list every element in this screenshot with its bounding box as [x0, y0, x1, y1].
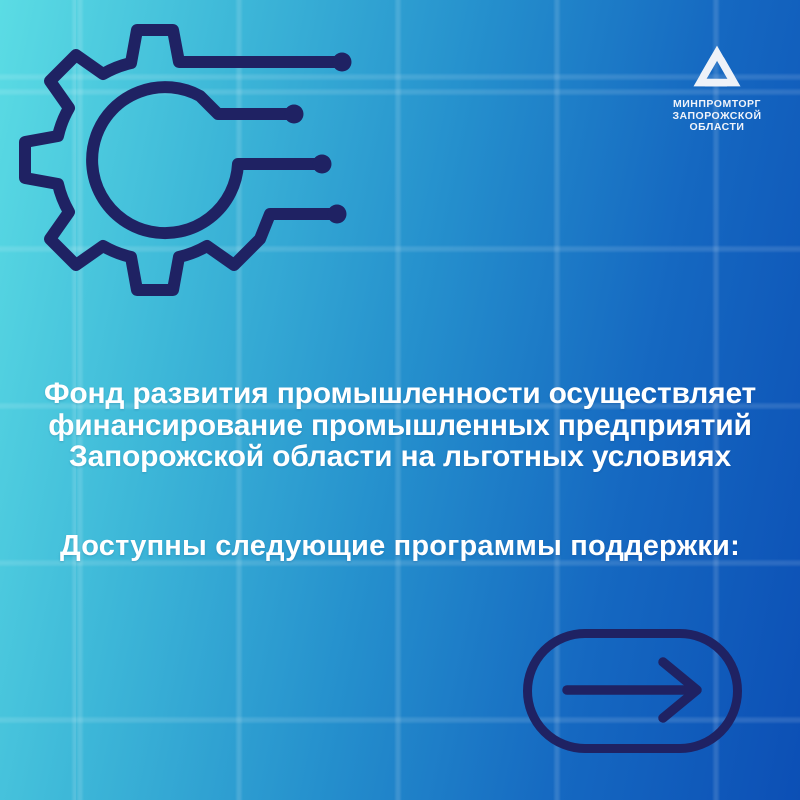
- gear-circuit-icon: [0, 0, 360, 310]
- next-arrow-button[interactable]: [523, 629, 742, 753]
- arrow-right-icon: [532, 638, 733, 744]
- hero-heading: [0, 378, 800, 473]
- hero-line-1: Фонд развития промышленности осуществляет: [43, 377, 757, 410]
- logo-text-line-2: ЗАПОРОЖСКОЙ: [672, 109, 762, 122]
- ministry-logo: [632, 42, 800, 134]
- hero-line-2: финансирование промышленных предприятий: [48, 408, 752, 442]
- logo-text-line-1: МИНПРОМТОРГ: [673, 98, 761, 110]
- logo-text-line-3: ОБЛАСТИ: [689, 121, 745, 133]
- hero-line-3: Запорожской области на льготных условиях: [69, 440, 731, 473]
- triangle-arrows-logo-icon: [688, 42, 746, 98]
- subtitle-text: Доступны следующие программы поддержки:: [60, 530, 740, 562]
